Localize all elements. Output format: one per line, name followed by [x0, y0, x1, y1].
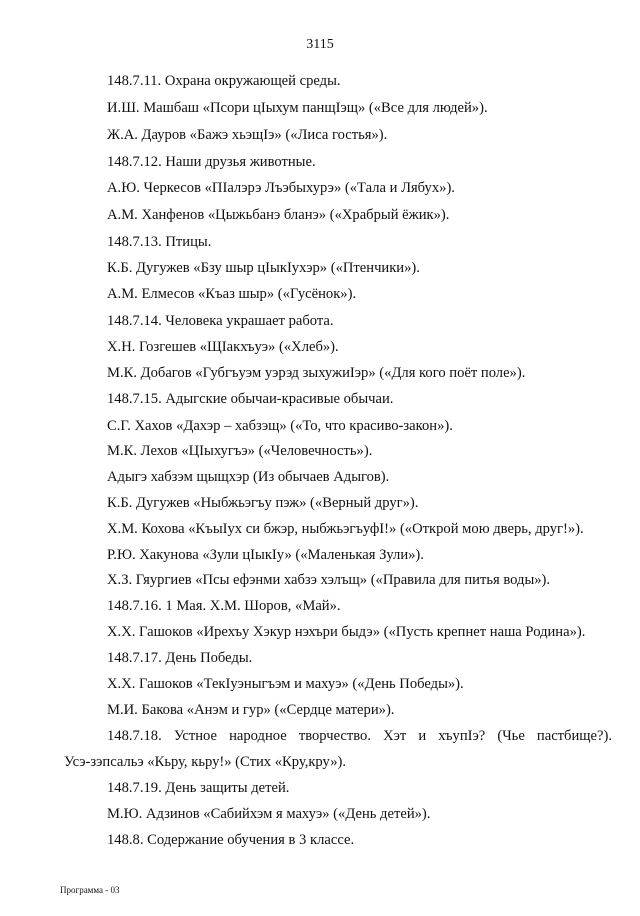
text-line: 148.7.12. Наши друзья животные. — [107, 154, 316, 170]
text-line: Ж.А. Дауров «Бажэ хьэщIэ» («Лиса гостья»). — [107, 127, 388, 143]
text-line: 148.7.13. Птицы. — [107, 234, 212, 250]
text-line: К.Б. Дугужев «Бзу шыр цIыкIухэр» («Птенчики»). — [107, 260, 420, 276]
text-line: И.Ш. Машбаш «Псори цIыхум панщIэщ» («Все для людей»). — [107, 100, 488, 116]
text-line: 148.7.16. 1 Мая. Х.М. Шоров, «Май». — [107, 598, 341, 614]
text-line: М.И. Бакова «Анэм и гур» («Сердце матери»). — [107, 702, 395, 718]
text-line: Х.З. Гяургиев «Псы ефэнми хабзэ хэлъщ» («Правила для питья воды»). — [107, 572, 551, 588]
text-line: Х.Х. Гашоков «Ирехъу Хэкур нэхъри быдэ» («Пусть крепнет наша Родина»). — [107, 624, 586, 640]
text-line: М.К. Добагов «Губгъуэм уэрэд зыхужиIэр» («Для кого поёт поле»). — [107, 365, 526, 381]
text-line: 148.7.18. Устное народное творчество. Хэт и хъупIэ? (Чье пастбище?). — [107, 728, 612, 744]
text-line: 148.7.15. Адыгские обычаи-красивые обычаи. — [107, 391, 394, 407]
text-line: С.Г. Хахов «Дахэр – хабзэщ» («То, что красиво-закон»). — [107, 418, 453, 434]
text-line: Х.Н. Гозгешев «ЩIакхъуэ» («Хлеб»). — [107, 339, 339, 355]
page-number: 3115 — [306, 37, 334, 52]
text-line: Х.М. Кохова «КъыIух си бжэр, ныбжьэгъуфI!» («Открой мою дверь, друг!»). — [107, 521, 584, 537]
text-line: А.Ю. Черкесов «ПIалэрэ Лъэбыхурэ» («Тала и Лябух»). — [107, 180, 455, 196]
text-line: Адыгэ хабзэм щыщхэр (Из обычаев Адыгов). — [107, 469, 390, 485]
text-line: Усэ-зэпсальэ «Кьру, кьру!» (Стих «Кру,кру»). — [64, 754, 346, 770]
text-line: А.М. Ханфенов «Цыжьбанэ бланэ» («Храбрый ёжик»). — [107, 207, 450, 223]
text-line: 148.7.17. День Победы. — [107, 650, 253, 666]
text-line: 148.8. Содержание обучения в 3 классе. — [107, 832, 355, 848]
text-line: К.Б. Дугужев «Ныбжьэгъу пэж» («Верный друг»). — [107, 495, 419, 511]
text-line: 148.7.19. День защиты детей. — [107, 780, 290, 796]
text-line: А.М. Елмесов «Къаз шыр» («Гусёнок»). — [107, 286, 357, 302]
text-line: М.К. Лехов «ЦIыхугъэ» («Человечность»). — [107, 443, 373, 459]
footer-label: Программа - 03 — [60, 885, 120, 895]
text-line: М.Ю. Адзинов «Сабийхэм я махуэ» («День детей»). — [107, 806, 431, 822]
text-line: Х.Х. Гашоков «ТекIуэныгъэм и махуэ» («День Победы»). — [107, 676, 464, 692]
text-line: 148.7.11. Охрана окружающей среды. — [107, 73, 341, 89]
text-line: 148.7.14. Человека украшает работа. — [107, 313, 334, 329]
text-line: Р.Ю. Хакунова «Зули цIыкIу» («Маленькая Зули»). — [107, 547, 424, 563]
